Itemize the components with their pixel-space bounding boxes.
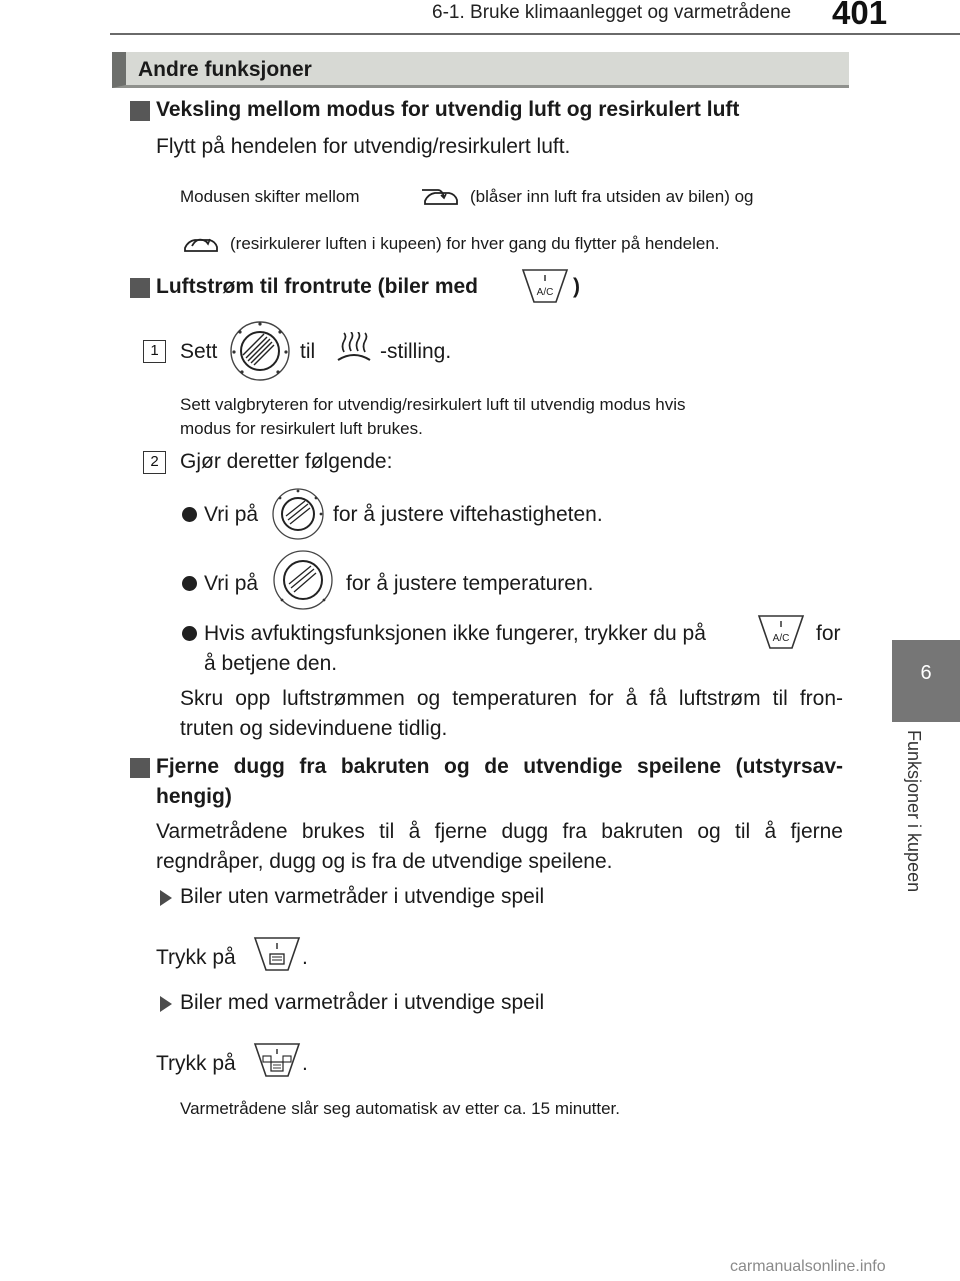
bullet3-text-end: for xyxy=(816,622,841,645)
step1-note-line1: Sett valgbryteren for utvendig/resirkulert luft til utvendig modus hvis xyxy=(180,395,686,414)
rear-defogger-button-icon xyxy=(252,934,302,974)
press1-text-start: Trykk på xyxy=(156,946,236,969)
section-title: Andre funksjoner xyxy=(138,58,312,81)
step1-text-end: -stilling. xyxy=(380,340,452,363)
heading-square-marker xyxy=(130,278,150,298)
heading-square-marker xyxy=(130,758,150,778)
fan-speed-dial-icon xyxy=(270,486,326,542)
heading-air-mode: Veksling mellom modus for utvendig luft og resirkulert luft xyxy=(156,98,740,121)
ac-button-icon xyxy=(520,266,570,306)
press2-text-end: . xyxy=(302,1052,308,1075)
bullet3-text-continuation: å betjene den. xyxy=(204,652,338,675)
heading-windshield-airflow-end: ) xyxy=(573,275,580,298)
defog-para-line2: regndråper, dugg og is fra de utvendige speilene. xyxy=(156,850,613,873)
bullet2-text-end: for å justere temperaturen. xyxy=(346,572,594,595)
press2-text-start: Trykk på xyxy=(156,1052,236,1075)
ac-button-icon xyxy=(756,612,806,652)
outside-air-mode-icon xyxy=(420,186,460,210)
chapter-label-container xyxy=(888,730,936,930)
mode-selector-dial-icon xyxy=(226,318,294,382)
recirculate-air-mode-icon xyxy=(180,232,222,256)
defog-auto-off-note: Varmetrådene slår seg automatisk av etter ca. 15 minutter. xyxy=(180,1099,621,1118)
heading-square-marker xyxy=(130,101,150,121)
step1-text-mid: til xyxy=(300,340,316,363)
section-title-box xyxy=(112,52,849,88)
ac-label: A/C xyxy=(772,633,790,644)
heading-defog-line2: hengig) xyxy=(156,785,232,808)
bullet3-text-start: Hvis avfuktingsfunksjonen ikke fungerer, trykker du på xyxy=(204,622,706,645)
air-mode-note-mid: (blåser inn luft fra utsiden av bilen) og xyxy=(470,187,754,206)
option-arrow-marker xyxy=(160,996,172,1012)
air-mode-note-end: (resirkulerer luften i kupeen) for hver gang du flytter på hendelen. xyxy=(230,234,720,253)
windshield-defrost-icon xyxy=(334,332,374,366)
air-mode-note-start: Modusen skifter mellom xyxy=(180,187,360,206)
bullet-dot xyxy=(182,507,197,522)
defog-para-line1: Varmetrådene brukes til å fjerne dugg fra bakruten og til å fjerne xyxy=(156,820,843,843)
chapter-tab xyxy=(892,640,960,722)
step2-para-line2: truten og sidevinduene tidlig. xyxy=(180,717,448,740)
chapter-label: Funksjoner i kupeen xyxy=(904,730,924,893)
step-number-1: 1 xyxy=(143,340,166,363)
heading-defog-line1: Fjerne dugg fra bakruten og de utvendige speilene (utstyrsav- xyxy=(156,755,843,778)
watermark: carmanualsonline.info xyxy=(730,1258,886,1275)
bullet2-text-start: Vri på xyxy=(204,572,259,595)
option-without-mirror-heaters: Biler uten varmetråder i utvendige speil xyxy=(180,885,545,908)
bullet1-text-start: Vri på xyxy=(204,503,259,526)
running-header: 6-1. Bruke klimaanlegget og varmetrådene xyxy=(432,2,792,23)
step-number-2: 2 xyxy=(143,451,166,474)
page-number: 401 xyxy=(832,0,888,31)
step1-text-start: Sett xyxy=(180,340,218,363)
air-mode-instruction: Flytt på hendelen for utvendig/resirkulert luft. xyxy=(156,135,571,158)
heading-windshield-airflow: Luftstrøm til frontrute (biler med xyxy=(156,275,478,298)
press1-text-end: . xyxy=(302,946,308,969)
step2-para-line1: Skru opp luftstrømmen og temperaturen for å få luftstrøm til fron- xyxy=(180,687,843,710)
bullet-dot xyxy=(182,626,197,641)
option-with-mirror-heaters: Biler med varmetråder i utvendige speil xyxy=(180,991,545,1014)
header-rule xyxy=(110,33,960,35)
bullet1-text-end: for å justere viftehastigheten. xyxy=(333,503,603,526)
chapter-number: 6 xyxy=(920,662,932,684)
ac-label: A/C xyxy=(536,287,554,298)
step1-note-line2: modus for resirkulert luft brukes. xyxy=(180,419,423,438)
temperature-dial-icon xyxy=(270,548,336,612)
rear-and-mirror-defogger-button-icon xyxy=(252,1040,302,1080)
bullet-dot xyxy=(182,576,197,591)
step2-text: Gjør deretter følgende: xyxy=(180,450,393,473)
option-arrow-marker xyxy=(160,890,172,906)
